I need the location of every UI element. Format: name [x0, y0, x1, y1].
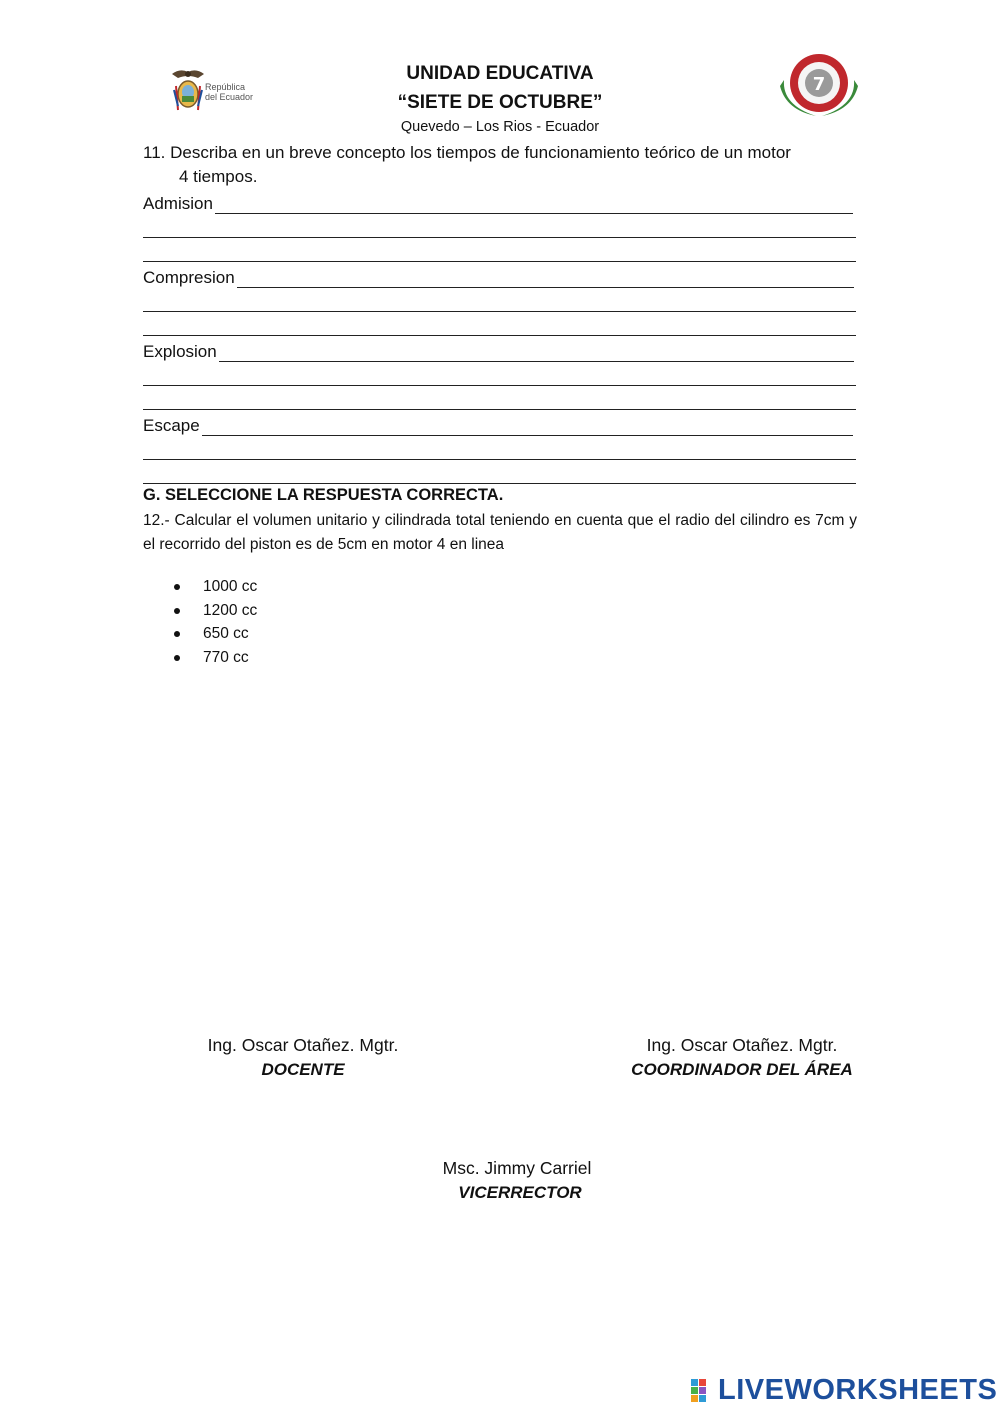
answer-line[interactable]: [143, 362, 856, 386]
bullet-icon: [174, 584, 180, 590]
answer-line-compresion[interactable]: [143, 264, 854, 288]
answer-line[interactable]: [143, 238, 856, 262]
school-type: UNIDAD EDUCATIVA: [406, 63, 594, 84]
school-seal-icon: [776, 50, 862, 120]
bullet-icon: [174, 655, 180, 661]
liveworksheets-logo: [690, 1374, 997, 1407]
answer-line[interactable]: [143, 214, 856, 238]
bullet-icon: [174, 631, 180, 637]
liveworksheets-brand: LIVEWORKSHEETS: [718, 1374, 998, 1406]
option-label: 1200 cc: [203, 602, 258, 619]
school-seal-logo: [776, 50, 862, 120]
question-12-text: 12.- Calcular el volumen unitario y cilindrada total teniendo en cuenta que el radio del cilindro es 7cm y el recorrido del piston es de 5cm en motor 4 en linea: [143, 512, 857, 553]
question-11-text: 11. Describa en un breve concepto los tiempos de funcionamiento teórico de un motor: [143, 143, 791, 162]
option-1200cc[interactable]: [174, 602, 257, 620]
answer-line-explosion[interactable]: [143, 338, 854, 362]
coordinador-role: COORDINADOR DEL ÁREA: [631, 1060, 853, 1079]
docente-name: Ing. Oscar Otañez. Mgtr.: [207, 1035, 399, 1055]
compresion-label: Compresion: [143, 268, 235, 287]
ecuador-text: del Ecuador: [205, 92, 254, 102]
coordinador-name: Ing. Oscar Otañez. Mgtr.: [646, 1035, 838, 1055]
option-label: 1000 cc: [203, 578, 258, 595]
svg-text:7: 7: [812, 74, 826, 95]
option-label: 650 cc: [203, 625, 249, 642]
school-name: “SIETE DE OCTUBRE”: [397, 92, 603, 113]
question-11-text-cont: 4 tiempos.: [179, 167, 258, 186]
answer-line[interactable]: [143, 288, 856, 312]
section-g-heading: G. SELECCIONE LA RESPUESTA CORRECTA.: [143, 486, 504, 504]
school-location: Quevedo – Los Rios - Ecuador: [400, 119, 600, 135]
answer-line[interactable]: [143, 436, 856, 460]
option-label: 770 cc: [203, 649, 249, 666]
explosion-label: Explosion: [143, 342, 217, 361]
vicerrector-role: VICERRECTOR: [458, 1183, 582, 1202]
escape-label: Escape: [143, 416, 200, 435]
answer-line[interactable]: [143, 312, 856, 336]
option-1000cc[interactable]: [174, 578, 257, 596]
option-770cc[interactable]: [174, 649, 249, 667]
liveworksheets-icon: [690, 1377, 716, 1405]
republica-text: República: [205, 82, 246, 92]
vicerrector-name: Msc. Jimmy Carriel: [442, 1158, 592, 1178]
bullet-icon: [174, 608, 180, 614]
answer-line-admision[interactable]: [143, 190, 853, 214]
answer-line[interactable]: [143, 386, 856, 410]
answer-line[interactable]: [143, 460, 856, 484]
answer-line-escape[interactable]: [143, 412, 853, 436]
option-650cc[interactable]: [174, 625, 249, 643]
admision-label: Admision: [143, 194, 213, 213]
docente-role: DOCENTE: [261, 1060, 345, 1079]
